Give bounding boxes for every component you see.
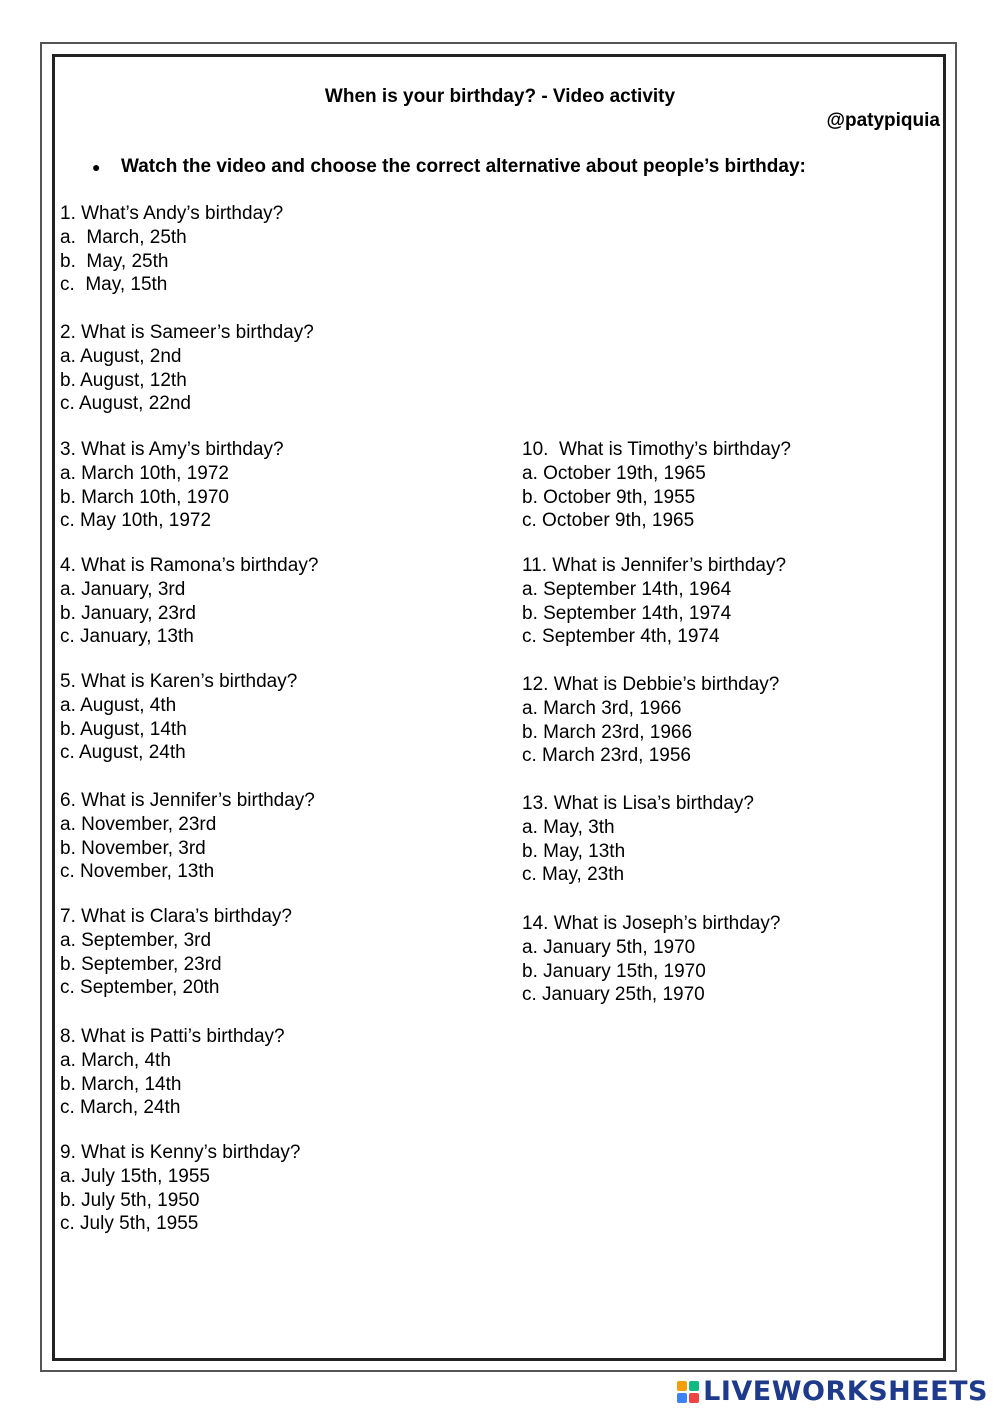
logo-square	[677, 1393, 687, 1403]
option-b[interactable]: b. July 5th, 1950	[60, 1189, 200, 1211]
question-1	[60, 202, 283, 296]
option-c[interactable]: c. May, 15th	[60, 273, 168, 295]
instruction	[92, 156, 806, 178]
worksheet-title: When is your birthday? - Video activity	[324, 86, 676, 107]
question-text: 10. What is Timothy’s birthday?	[522, 439, 791, 460]
option-c[interactable]: c. July 5th, 1955	[60, 1212, 199, 1234]
question-text: 11. What is Jennifer’s birthday?	[522, 555, 787, 576]
option-b[interactable]: b. August, 12th	[60, 369, 187, 391]
question-2	[60, 321, 314, 415]
option-b[interactable]: b. November, 3rd	[60, 837, 206, 859]
question-text: 7. What is Clara’s birthday?	[60, 906, 292, 927]
question-text: 1. What’s Andy’s birthday?	[60, 203, 284, 224]
liveworksheets-logo	[677, 1376, 988, 1407]
question-4	[60, 554, 318, 648]
question-text: 14. What is Joseph’s birthday?	[522, 913, 781, 934]
question-9	[60, 1141, 300, 1235]
option-b[interactable]: b. March 10th, 1970	[60, 486, 229, 508]
option-a[interactable]: a. March 10th, 1972	[60, 463, 229, 485]
question-text: 9. What is Kenny’s birthday?	[60, 1142, 301, 1163]
option-a[interactable]: a. September 14th, 1964	[522, 579, 732, 601]
bullet-icon: ●	[92, 159, 101, 175]
question-6	[60, 789, 315, 883]
brand-text: LIVEWORKSHEETS	[703, 1376, 988, 1407]
question-13	[522, 792, 754, 886]
option-a[interactable]: a. January, 3rd	[60, 579, 186, 601]
option-b[interactable]: b. January, 23rd	[60, 602, 196, 624]
option-b[interactable]: b. October 9th, 1955	[522, 486, 696, 508]
option-a[interactable]: a. September, 3rd	[60, 930, 212, 952]
liveworksheets-icon	[677, 1381, 699, 1403]
option-c[interactable]: c. May 10th, 1972	[60, 509, 212, 531]
option-a[interactable]: a. November, 23rd	[60, 814, 217, 836]
option-c[interactable]: c. August, 22nd	[60, 392, 191, 414]
author-handle: @patypiquia	[826, 110, 940, 131]
question-12	[522, 673, 779, 767]
instruction-text: Watch the video and choose the correct alternative about people’s birthday:	[121, 156, 806, 177]
option-c[interactable]: c. August, 24th	[60, 741, 186, 763]
option-b[interactable]: b. May, 13th	[522, 840, 626, 862]
option-a[interactable]: a. May, 3th	[522, 817, 615, 839]
option-c[interactable]: c. January, 13th	[60, 625, 194, 647]
option-b[interactable]: b. May, 25th	[60, 250, 169, 272]
option-c[interactable]: c. May, 23th	[522, 863, 625, 885]
option-a[interactable]: a. October 19th, 1965	[522, 463, 706, 485]
question-text: 5. What is Karen’s birthday?	[60, 671, 298, 692]
question-text: 6. What is Jennifer’s birthday?	[60, 790, 315, 811]
option-a[interactable]: a. March, 4th	[60, 1050, 171, 1072]
option-a[interactable]: a. August, 2nd	[60, 346, 182, 368]
option-c[interactable]: c. September 4th, 1974	[522, 625, 720, 647]
option-a[interactable]: a. August, 4th	[60, 695, 177, 717]
question-text: 13. What is Lisa’s birthday?	[522, 793, 754, 814]
option-c[interactable]: c. September, 20th	[60, 976, 220, 998]
option-a[interactable]: a. January 5th, 1970	[522, 937, 696, 959]
question-7	[60, 905, 292, 999]
option-a[interactable]: a. July 15th, 1955	[60, 1166, 210, 1188]
logo-square	[677, 1381, 687, 1391]
option-b[interactable]: b. September 14th, 1974	[522, 602, 732, 624]
question-10	[522, 438, 791, 532]
option-a[interactable]: a. March, 25th	[60, 227, 187, 249]
logo-square	[689, 1393, 699, 1403]
question-5	[60, 670, 297, 764]
question-8	[60, 1025, 285, 1119]
option-c[interactable]: c. November, 13th	[60, 860, 215, 882]
option-b[interactable]: b. March, 14th	[60, 1073, 182, 1095]
option-a[interactable]: a. March 3rd, 1966	[522, 698, 682, 720]
question-text: 12. What is Debbie’s birthday?	[522, 674, 780, 695]
logo-square	[689, 1381, 699, 1391]
option-c[interactable]: c. March 23rd, 1956	[522, 744, 691, 766]
option-b[interactable]: b. January 15th, 1970	[522, 960, 706, 982]
question-text: 8. What is Patti’s birthday?	[60, 1026, 285, 1047]
question-text: 4. What is Ramona’s birthday?	[60, 555, 319, 576]
option-b[interactable]: b. August, 14th	[60, 718, 187, 740]
option-b[interactable]: b. March 23rd, 1966	[522, 721, 693, 743]
option-c[interactable]: c. January 25th, 1970	[522, 983, 705, 1005]
question-11	[522, 554, 786, 648]
question-text: 2. What is Sameer’s birthday?	[60, 322, 314, 343]
option-c[interactable]: c. October 9th, 1965	[522, 509, 695, 531]
question-text: 3. What is Amy’s birthday?	[60, 439, 284, 460]
option-c[interactable]: c. March, 24th	[60, 1096, 181, 1118]
question-14	[522, 912, 780, 1006]
option-b[interactable]: b. September, 23rd	[60, 953, 222, 975]
question-3	[60, 438, 284, 532]
